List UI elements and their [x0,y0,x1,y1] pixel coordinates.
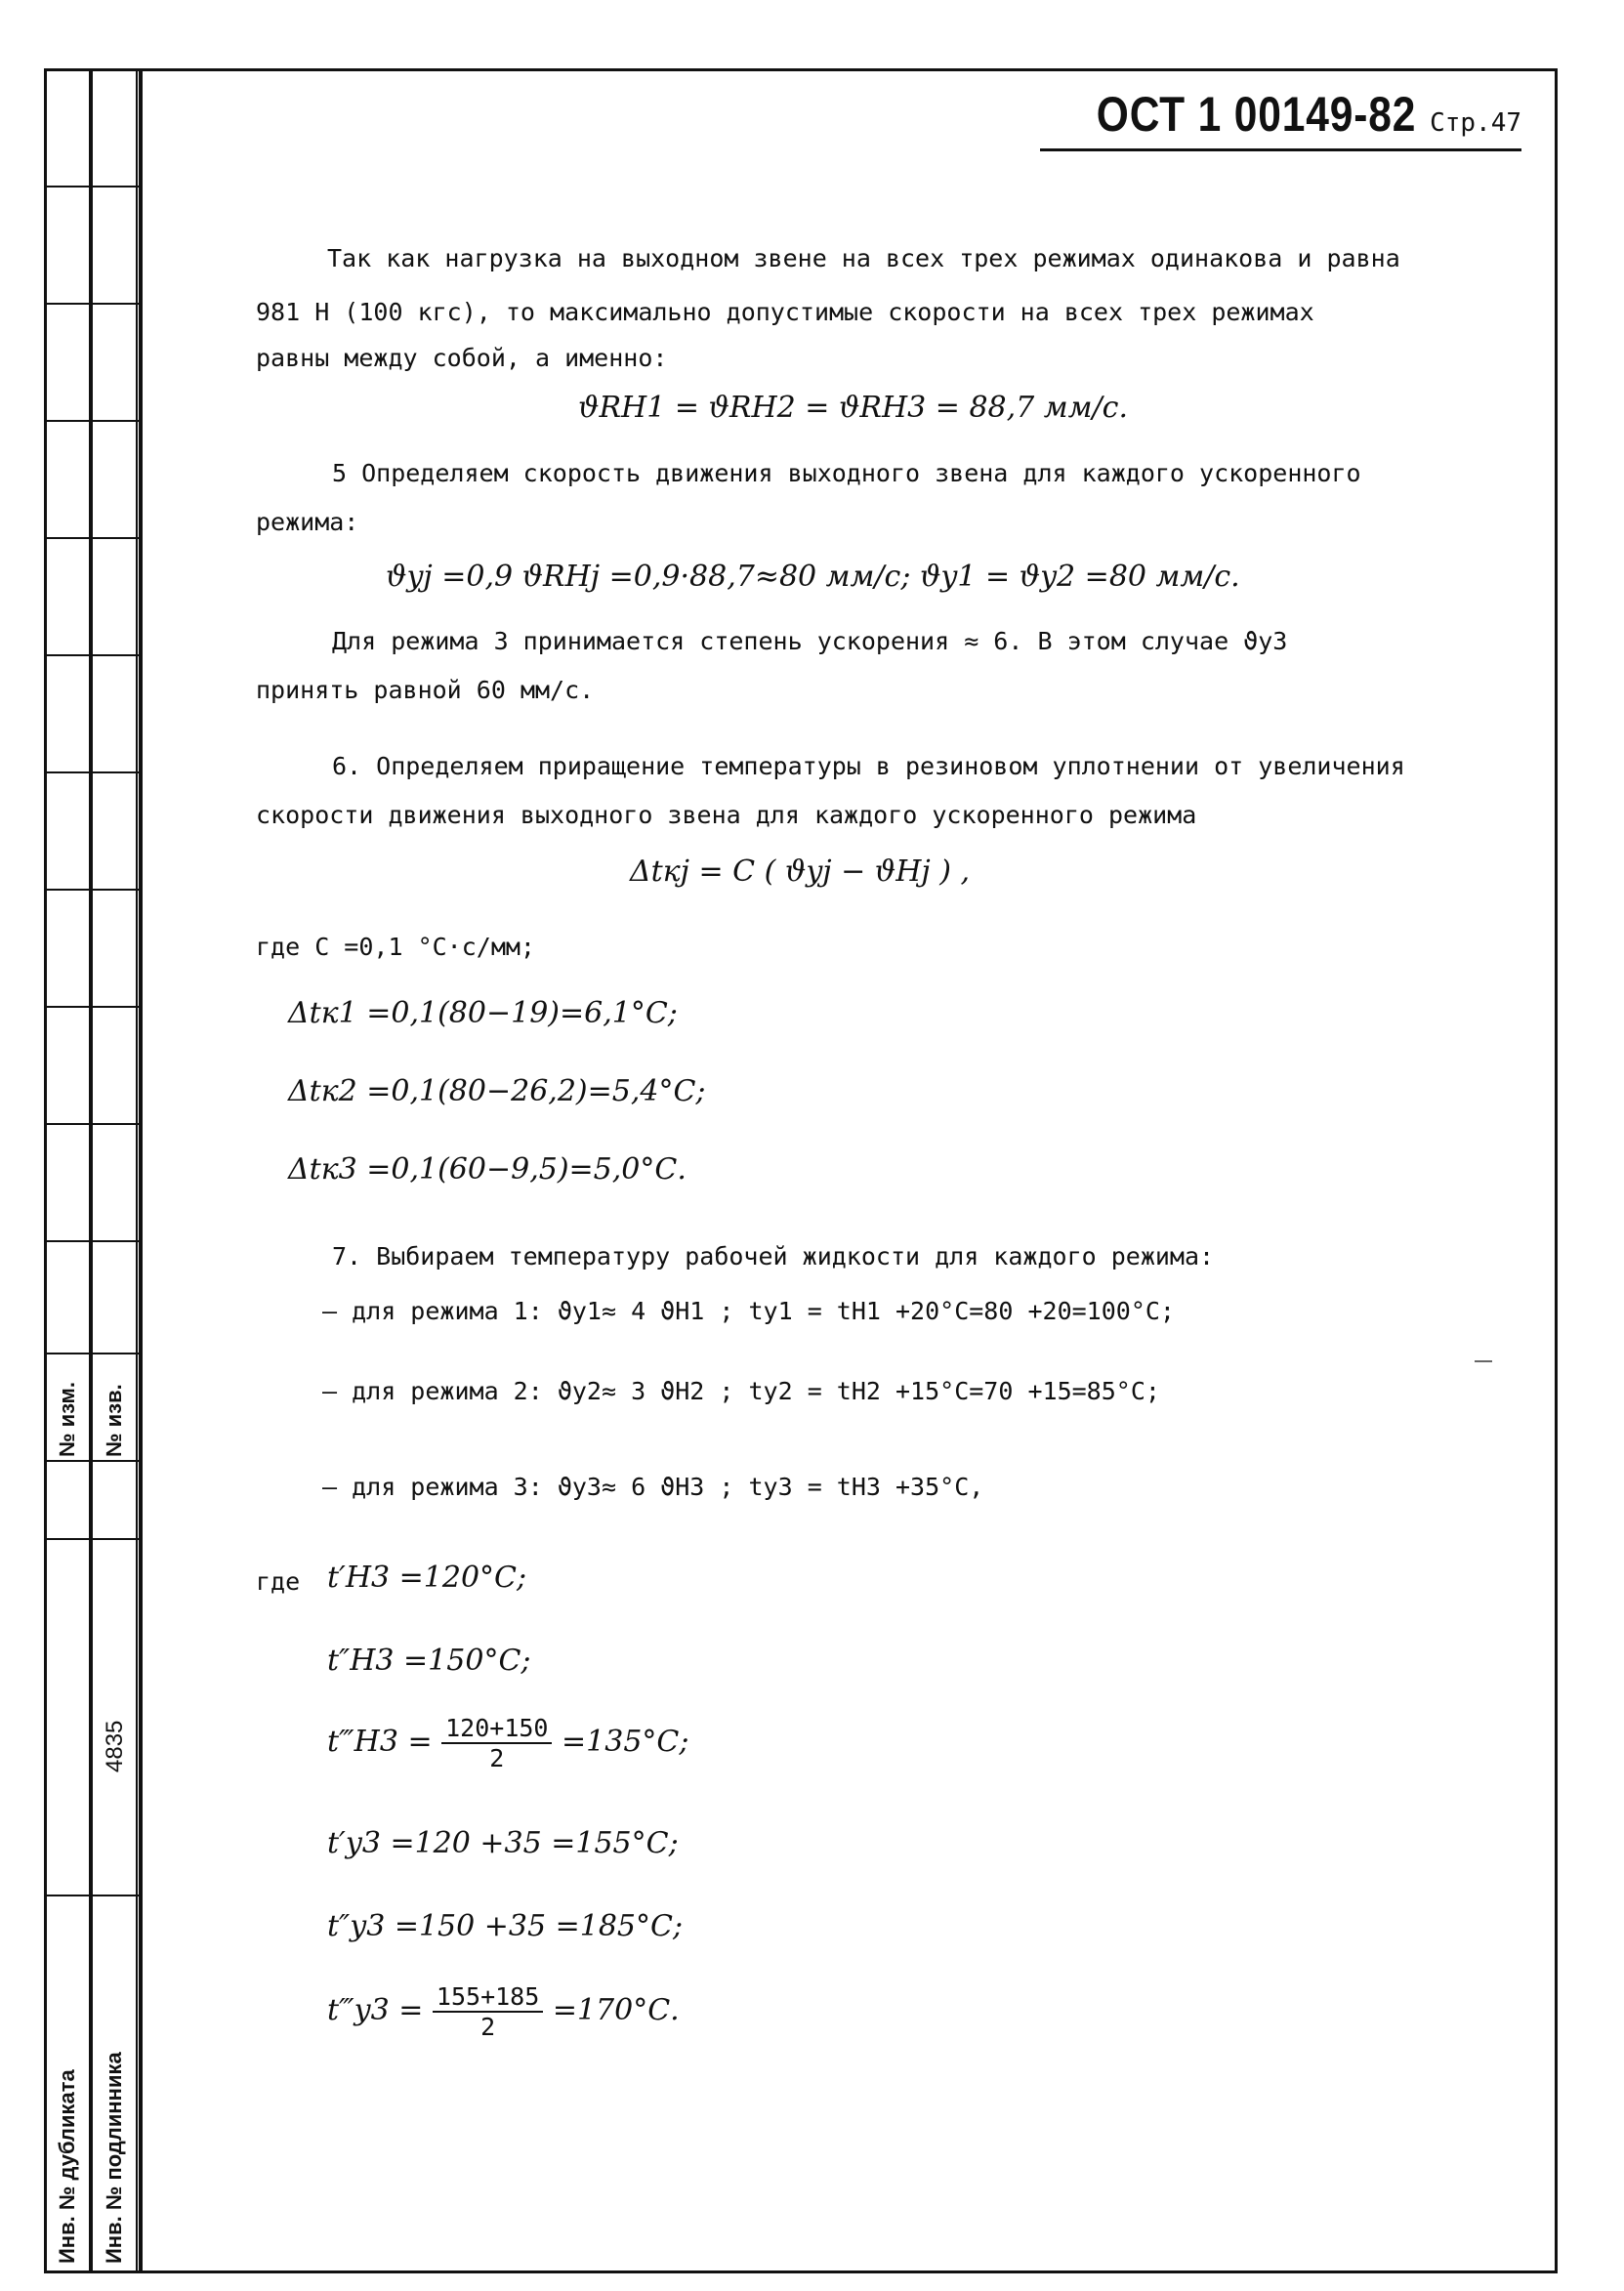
sidebar-divider [44,1538,139,1540]
sidebar-divider [44,889,139,891]
paragraph-line: 5 Определяем скорость движения выходного звена для каждого ускоренного [332,459,1361,487]
mode-1-line: – для режима 1: ϑy1≈ 4 ϑH1 ; ty1 = tH1 +20°С=80 +20=100°С; [322,1297,1175,1325]
sidebar-divider [44,186,139,187]
page-header [1040,86,1521,151]
paragraph-line: режима: [256,508,359,536]
notice-number-label: № изв. [102,1384,126,1457]
paragraph-line: принять равной 60 мм/с. [256,676,595,704]
duplicate-inventory-label: Инв. № дубликата [55,2069,79,2264]
sidebar-divider [44,420,139,422]
fraction-numerator: 155+185 [433,1982,543,2013]
delta-t-mode-3: Δtк3 =0,1(60−9,5)=5,0°С. [288,1152,687,1187]
delta-t-mode-1: Δtк1 =0,1(80−19)=6,1°С; [288,996,678,1030]
paragraph-line: 7. Выбираем температуру рабочей жидкости для каждого режима: [332,1242,1215,1270]
paragraph-line: 981 Н (100 кгс), то максимально допустимые скорости на всех трех режимах [256,298,1314,326]
temp-h3-prime: t′H3 =120°С; [327,1561,527,1595]
temp-h3-double-prime: t″H3 =150°С; [327,1644,531,1678]
paragraph-line: 6. Определяем приращение температуры в резиновом уплотнении от увеличения [332,752,1405,780]
original-inventory-label: Инв. № подлинника [102,2052,126,2264]
where-line: где [256,1567,301,1596]
fraction [433,1982,543,2041]
mode-3-line: – для режима 3: ϑy3≈ 6 ϑH3 ; ty3 = tH3 +35°С, [322,1473,984,1501]
sidebar-divider [44,1123,139,1125]
fraction-denominator: 2 [489,1744,505,1772]
temp-h3-triple-prime [327,1714,689,1772]
where-line: где C =0,1 °С·с/мм; [256,933,535,961]
document-number: 4835 [102,1720,128,1772]
sidebar-divider [44,303,139,305]
temp-y3-triple-prime [327,1982,680,2041]
temp-y3-double-prime: t″y3 =150 +35 =185°С; [327,1909,684,1943]
fraction [441,1714,552,1772]
fraction-numerator: 120+150 [441,1714,552,1744]
delta-t-mode-2: Δtк2 =0,1(80−26,2)=5,4°С; [288,1074,706,1108]
fraction-denominator: 2 [480,2013,496,2041]
mode-2-line: – для режима 2: ϑy2≈ 3 ϑH2 ; ty2 = tH2 +15°С=70 +15=85°С; [322,1377,1160,1405]
sidebar-divider [44,1460,139,1462]
equation-accel-speed: ϑyj =0,9 ϑRHj =0,9·88,7≈80 мм/с; ϑy1 = ϑy2 =80 мм/с. [386,560,1240,594]
sidebar-divider [44,1006,139,1008]
paragraph-line: скорости движения выходного звена для каждого ускоренного режима [256,801,1197,829]
standard-code: ОСТ 1 00149-82 [1096,87,1417,142]
stray-mark [1475,1360,1492,1362]
sidebar-divider [44,1895,139,1896]
sidebar-divider [44,1353,139,1354]
sidebar-divider [44,654,139,656]
formula-rhs: =135°С; [562,1725,689,1759]
formula-rhs: =170°С. [552,1993,680,2027]
sidebar-divider [44,1240,139,1242]
temp-y3-prime: t′y3 =120 +35 =155°С; [327,1826,679,1860]
change-number-label: № изм. [55,1382,79,1457]
equation-temp-increment: Δtкj = C ( ϑyj − ϑHj ) , [630,854,971,889]
sidebar-column-outer [44,68,91,2273]
formula-lhs: t‴y3 = [327,1993,424,2027]
page-number: Стр.47 [1430,108,1521,138]
paragraph-line: равны между собой, а именно: [256,344,668,372]
equation-max-speed: ϑRH1 = ϑRH2 = ϑRH3 = 88,7 мм/с. [578,391,1128,425]
paragraph-line: Для режима 3 принимается степень ускорения ≈ 6. В этом случае ϑy3 [332,627,1288,655]
sidebar-column-inner [91,68,138,2273]
sidebar-divider [44,537,139,539]
sidebar-divider [44,771,139,773]
formula-lhs: t‴H3 = [327,1725,433,1759]
paragraph-line: Так как нагрузка на выходном звене на всех трех режимах одинакова и равна [327,244,1400,272]
